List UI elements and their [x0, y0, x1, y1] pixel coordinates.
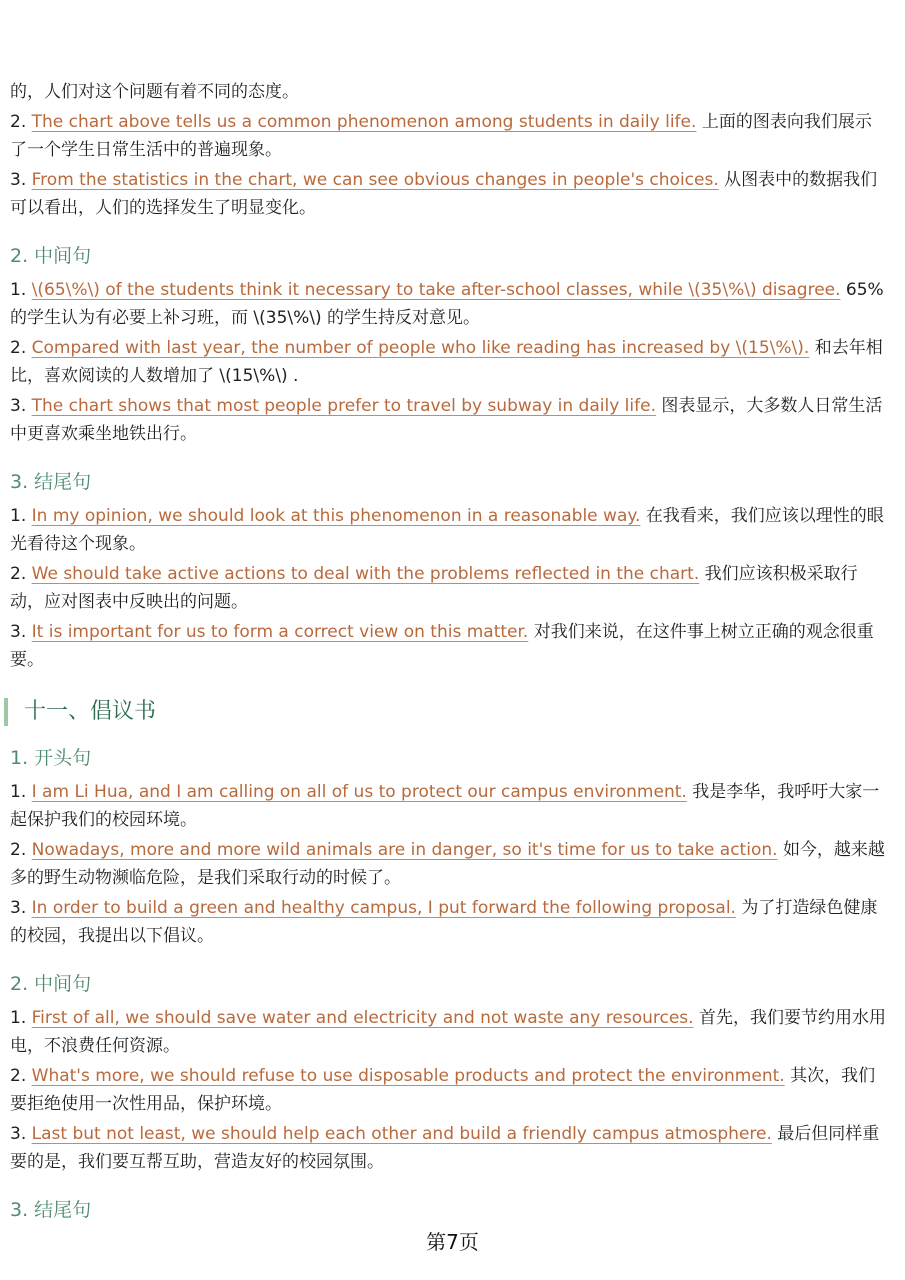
chinese-translation: 65%的学生认为有必要上补习班，而 \(35\%\) 的学生持反对意见。 — [10, 280, 884, 328]
chinese-translation: 上面的图表向我们展示了一个学生日常生活中的普遍现象。 — [10, 112, 872, 160]
english-sentence: We should take active actions to deal with the problems reflected in the chart. — [31, 564, 700, 584]
list-item: 2. We should take active actions to deal with the problems reflected in the chart. 我们应该积极采取行动，应对图表中反映出的问题。 — [10, 564, 858, 612]
english-sentence: The chart above tells us a common phenomenon among students in daily life. — [31, 112, 697, 132]
closing-sentences-heading: 3. 结尾句 — [10, 1199, 92, 1221]
chinese-translation: 为了打造绿色健康的校园，我提出以下倡议。 — [10, 898, 878, 946]
list-item: 3. The chart shows that most people prefer to travel by subway in daily life. 图表显示，大多数人日常生活中更喜欢乘坐地铁出行。 — [10, 396, 883, 444]
intro-tail-line: 的，人们对这个问题有着不同的态度。 — [10, 82, 299, 102]
english-sentence: I am Li Hua, and I am calling on all of us to protect our campus environment. — [31, 782, 687, 802]
list-item: 2. What's more, we should refuse to use disposable products and protect the environment. 其次，我们要拒绝使用一次性用品，保护环境。 — [10, 1066, 876, 1114]
chinese-translation: 我是李华，我呼吁大家一起保护我们的校园环境。 — [10, 782, 880, 830]
english-sentence: From the statistics in the chart, we can see obvious changes in people's choices. — [31, 170, 719, 190]
chinese-translation: 从图表中的数据我们可以看出，人们的选择发生了明显变化。 — [10, 170, 878, 218]
english-sentence: Nowadays, more and more wild animals are in danger, so it's time for us to take action. — [31, 840, 778, 860]
english-sentence: First of all, we should save water and electricity and not waste any resources. — [31, 1008, 694, 1028]
english-sentence: It is important for us to form a correct view on this matter. — [31, 622, 529, 642]
english-sentence: In order to build a green and healthy campus, I put forward the following proposal. — [31, 898, 736, 918]
chinese-translation: 对我们来说，在这件事上树立正确的观念很重要。 — [10, 622, 874, 670]
english-sentence: \(65\%\) of the students think it necessary to take after-school classes, while \(35\%\) disagree. — [31, 280, 841, 300]
chinese-translation: 如今，越来越多的野生动物濒临危险，是我们采取行动的时候了。 — [10, 840, 885, 888]
section-title: 十一、倡议书 — [4, 698, 882, 726]
chinese-translation: 首先，我们要节约用水用电，不浪费任何资源。 — [10, 1008, 886, 1056]
list-item: 2. The chart above tells us a common phenomenon among students in daily life. 上面的图表向我们展示了一个学生日常生活中的普遍现象。 — [10, 112, 872, 160]
chinese-translation: 和去年相比，喜欢阅读的人数增加了 \(15\%\) . — [10, 338, 883, 386]
closing-sentences-heading: 3. 结尾句 — [10, 471, 92, 493]
list-item: 1. First of all, we should save water and electricity and not waste any resources. 首先，我们要节约用水用电，不浪费任何资源。 — [10, 1008, 886, 1056]
opening-sentences-heading: 1. 开头句 — [10, 747, 92, 769]
english-sentence: In my opinion, we should look at this phenomenon in a reasonable way. — [31, 506, 641, 526]
english-sentence: What's more, we should refuse to use disposable products and protect the environment. — [31, 1066, 785, 1086]
chinese-translation: 最后但同样重要的是，我们要互帮互助，营造友好的校园氛围。 — [10, 1124, 880, 1172]
chinese-translation: 在我看来，我们应该以理性的眼光看待这个现象。 — [10, 506, 884, 554]
middle-sentences-heading: 2. 中间句 — [10, 973, 92, 995]
list-item: 2. Nowadays, more and more wild animals are in danger, so it's time for us to take action. 如今，越来越多的野生动物濒临危险，是我们采取行动的时候了。 — [10, 840, 885, 888]
middle-sentences-heading: 2. 中间句 — [10, 245, 92, 267]
english-sentence: Last but not least, we should help each other and build a friendly campus atmosphere. — [31, 1124, 772, 1144]
list-item: 2. Compared with last year, the number of people who like reading has increased by \(15\%\). 和去年相比，喜欢阅读的人数增加了 \(15\%\) . — [10, 338, 883, 386]
page-number: 第7页 — [426, 1230, 479, 1254]
list-item: 3. In order to build a green and healthy campus, I put forward the following proposal. 为了打造绿色健康的校园，我提出以下倡议。 — [10, 898, 878, 946]
english-sentence: The chart shows that most people prefer to travel by subway in daily life. — [31, 396, 656, 416]
list-item: 1. In my opinion, we should look at this phenomenon in a reasonable way. 在我看来，我们应该以理性的眼光看待这个现象。 — [10, 506, 884, 554]
list-item: 1. I am Li Hua, and I am calling on all of us to protect our campus environment. 我是李华，我呼吁大家一起保护我们的校园环境。 — [10, 782, 880, 830]
english-sentence: Compared with last year, the number of people who like reading has increased by \(15\%\). — [31, 338, 810, 358]
list-item: 3. From the statistics in the chart, we can see obvious changes in people's choices. 从图表中的数据我们可以看出，人们的选择发生了明显变化。 — [10, 170, 878, 218]
list-item: 3. Last but not least, we should help each other and build a friendly campus atmosphere. 最后但同样重要的是，我们要互帮互助，营造友好的校园氛围。 — [10, 1124, 880, 1172]
chinese-translation: 图表显示，大多数人日常生活中更喜欢乘坐地铁出行。 — [10, 396, 883, 444]
chinese-translation: 我们应该积极采取行动，应对图表中反映出的问题。 — [10, 564, 858, 612]
list-item: 1. \(65\%\) of the students think it necessary to take after-school classes, while \(35\%\) disagree. 65%的学生认为有必要上补习班，而 \(35\%\) 的学生持反对意见。 — [10, 280, 884, 328]
list-item: 3. It is important for us to form a correct view on this matter. 对我们来说，在这件事上树立正确的观念很重要。 — [10, 622, 874, 670]
document-page — [10, 78, 888, 1230]
chinese-translation: 其次，我们要拒绝使用一次性用品，保护环境。 — [10, 1066, 876, 1114]
